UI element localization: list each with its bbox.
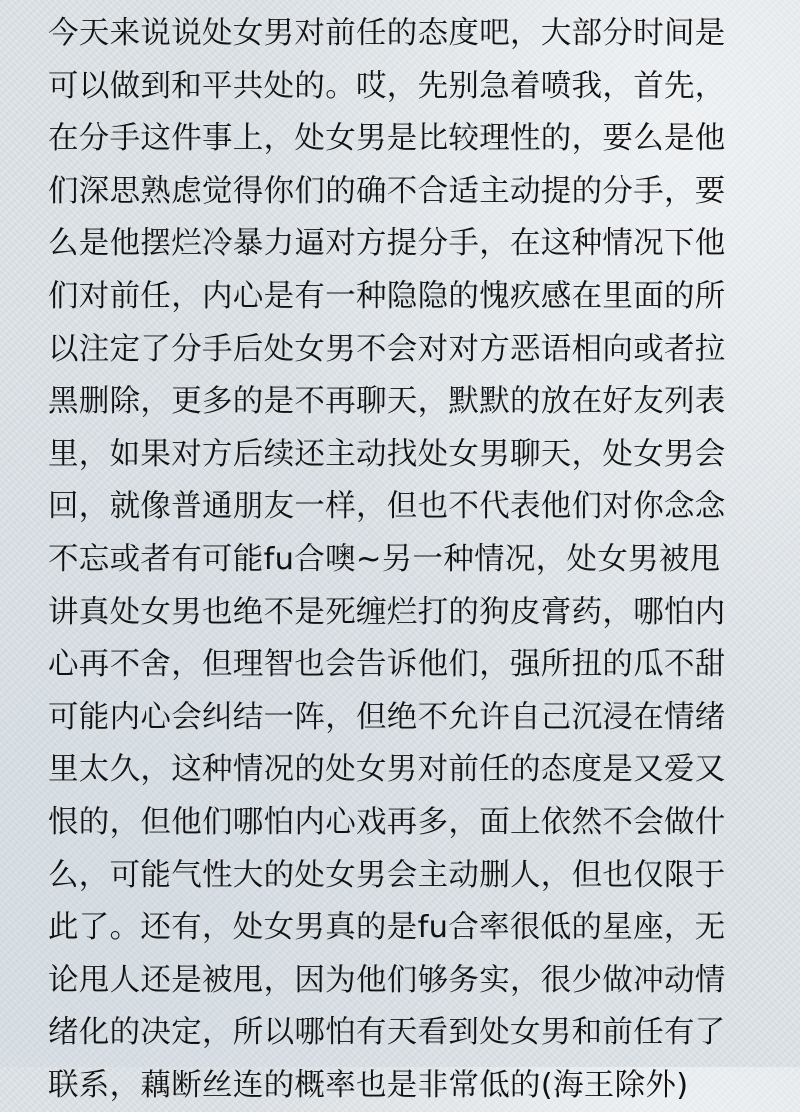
text-line: 黑删除，更多的是不再聊天，默默的放在好友列表 — [48, 384, 726, 420]
text-line: 联系，藕断丝连的概率也是非常低的(海王除外) — [48, 1067, 689, 1103]
text-line: 绪化的决定，所以哪怕有天看到处女男和前任有了 — [48, 1015, 726, 1051]
text-line: 讲真处女男也绝不是死缠烂打的狗皮膏药，哪怕内 — [48, 594, 726, 630]
text-line: 么，可能气性大的处女男会主动删人，但也仅限于 — [48, 857, 726, 893]
text-line: 不忘或者有可能fu合噢~另一种情况，处女男被甩 — [48, 541, 721, 577]
text-line: 么是他摆烂冷暴力逼对方提分手，在这种情况下他 — [48, 226, 726, 262]
text-line: 可能内心会纠结一阵，但绝不允许自己沉浸在情绪 — [48, 699, 726, 735]
text-line: 回，就像普通朋友一样，但也不代表他们对你念念 — [48, 489, 726, 525]
text-line: 论甩人还是被甩，因为他们够务实，很少做冲动情 — [48, 962, 726, 998]
text-line: 里，如果对方后续还主动找处女男聊天，处女男会 — [48, 436, 726, 472]
text-line: 今天来说说处女男对前任的态度吧，大部分时间是 — [48, 16, 726, 51]
text-line: 以注定了分手后处女男不会对对方恶语相向或者拉 — [48, 331, 726, 367]
text-line: 恨的，但他们哪怕内心戏再多，面上依然不会做什 — [48, 804, 726, 840]
text-line: 此了。还有，处女男真的是fu合率很低的星座，无 — [48, 910, 726, 946]
text-line: 们深思熟虑觉得你们的确不合适主动提的分手，要 — [48, 173, 726, 209]
text-line: 们对前任，内心是有一种隐隐的愧疚感在里面的所 — [48, 278, 726, 314]
text-line: 里太久，这种情况的处女男对前任的态度是又爱又 — [48, 752, 726, 788]
text-line: 可以做到和平共处的。哎，先别急着喷我，首先， — [48, 68, 726, 104]
text-line: 心再不舍，但理智也会告诉他们，强所扭的瓜不甜 — [48, 647, 726, 683]
article-text — [48, 8, 768, 1112]
text-line: 在分手这件事上，处女男是比较理性的，要么是他 — [48, 121, 726, 157]
